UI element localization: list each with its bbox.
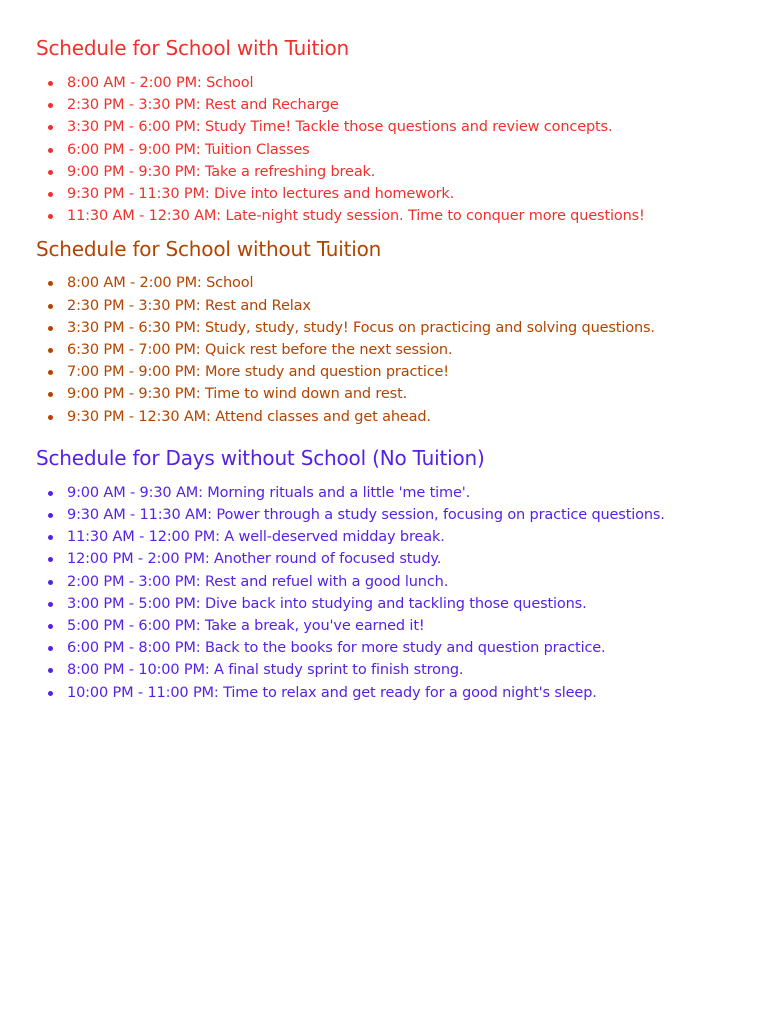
bullet-icon [48, 81, 53, 86]
list-item-text: 11:30 AM - 12:00 PM: A well-deserved midday break. [67, 529, 445, 546]
section-heading: Schedule for Days without School (No Tuition) [36, 445, 485, 470]
list-item [36, 615, 738, 637]
list-item [36, 637, 738, 659]
bullet-icon [48, 348, 53, 353]
list-item-text: 9:30 AM - 11:30 AM: Power through a study session, focusing on practice questions. [67, 507, 665, 524]
list-item [36, 94, 738, 116]
bullet-icon [48, 415, 53, 420]
schedule-section-school-with-tuition [36, 30, 738, 227]
section-heading: Schedule for School without Tuition [36, 237, 382, 262]
schedule-list [36, 482, 738, 704]
list-item [36, 339, 738, 361]
bullet-icon [48, 370, 53, 375]
list-item-text: 10:00 PM - 11:00 PM: Time to relax and get ready for a good night's sleep. [67, 684, 597, 701]
bullet-icon [48, 602, 53, 607]
bullet-icon [48, 192, 53, 197]
bullet-icon [48, 170, 53, 175]
list-item-text: 6:00 PM - 9:00 PM: Tuition Classes [67, 141, 310, 158]
section-heading: Schedule for School with Tuition [36, 36, 349, 60]
list-item [36, 659, 738, 681]
bullet-icon [48, 148, 53, 153]
bullet-icon [48, 281, 53, 286]
list-item [36, 406, 738, 428]
list-item-text: 12:00 PM - 2:00 PM: Another round of focused study. [67, 551, 442, 568]
list-item [36, 72, 738, 94]
list-item [36, 161, 738, 183]
list-item [36, 317, 738, 339]
list-item-text: 7:00 PM - 9:00 PM: More study and question practice! [67, 364, 449, 381]
list-item [36, 548, 738, 570]
list-item-text: 9:00 AM - 9:30 AM: Morning rituals and a little 'me time'. [67, 484, 471, 501]
list-item-text: 6:30 PM - 7:00 PM: Quick rest before the next session. [67, 342, 453, 359]
bullet-icon [48, 557, 53, 562]
bullet-icon [48, 624, 53, 629]
list-item [36, 183, 738, 205]
bullet-icon [48, 668, 53, 673]
list-item-text: 2:30 PM - 3:30 PM: Rest and Relax [67, 297, 311, 314]
list-item [36, 272, 738, 294]
list-item-text: 5:00 PM - 6:00 PM: Take a break, you've earned it! [67, 618, 425, 635]
list-item-text: 11:30 AM - 12:30 AM: Late-night study session. Time to conquer more questions! [67, 208, 645, 225]
bullet-icon [48, 646, 53, 651]
list-item-text: 9:00 PM - 9:30 PM: Take a refreshing break. [67, 163, 376, 180]
bullet-icon [48, 392, 53, 397]
bullet-icon [48, 513, 53, 518]
list-item [36, 205, 738, 227]
schedule-list [36, 272, 738, 427]
list-item [36, 526, 738, 548]
list-item [36, 361, 738, 383]
schedule-section-school-without-tuition [36, 231, 738, 427]
list-item-text: 9:30 PM - 12:30 AM: Attend classes and get ahead. [67, 408, 431, 425]
list-item [36, 383, 738, 405]
schedule-list [36, 72, 738, 227]
list-item-text: 2:00 PM - 3:00 PM: Rest and refuel with a good lunch. [67, 573, 449, 590]
list-item-text: 9:00 PM - 9:30 PM: Time to wind down and rest. [67, 386, 408, 403]
list-item-text: 8:00 AM - 2:00 PM: School [67, 275, 254, 292]
list-item [36, 504, 738, 526]
list-item-text: 9:30 PM - 11:30 PM: Dive into lectures and homework. [67, 186, 455, 203]
bullet-icon [48, 326, 53, 331]
bullet-icon [48, 103, 53, 108]
bullet-icon [48, 580, 53, 585]
list-item [36, 116, 738, 138]
list-item-text: 3:00 PM - 5:00 PM: Dive back into studying and tackling those questions. [67, 595, 587, 612]
bullet-icon [48, 691, 53, 696]
bullet-icon [48, 491, 53, 496]
bullet-icon [48, 214, 53, 219]
list-item-text: 8:00 AM - 2:00 PM: School [67, 75, 254, 91]
list-item [36, 593, 738, 615]
list-item [36, 571, 738, 593]
list-item-text: 8:00 PM - 10:00 PM: A final study sprint to finish strong. [67, 662, 464, 679]
list-item-text: 6:00 PM - 8:00 PM: Back to the books for more study and question practice. [67, 640, 606, 657]
schedule-section-days-without-school [36, 440, 738, 704]
bullet-icon [48, 535, 53, 540]
bullet-icon [48, 304, 53, 309]
bullet-icon [48, 125, 53, 130]
list-item-text: 3:30 PM - 6:30 PM: Study, study, study! Focus on practicing and solving questions. [67, 319, 655, 336]
list-item [36, 295, 738, 317]
list-item [36, 482, 738, 504]
list-item [36, 682, 738, 704]
list-item-text: 2:30 PM - 3:30 PM: Rest and Recharge [67, 97, 339, 114]
list-item [36, 139, 738, 161]
list-item-text: 3:30 PM - 6:00 PM: Study Time! Tackle those questions and review concepts. [67, 119, 613, 136]
